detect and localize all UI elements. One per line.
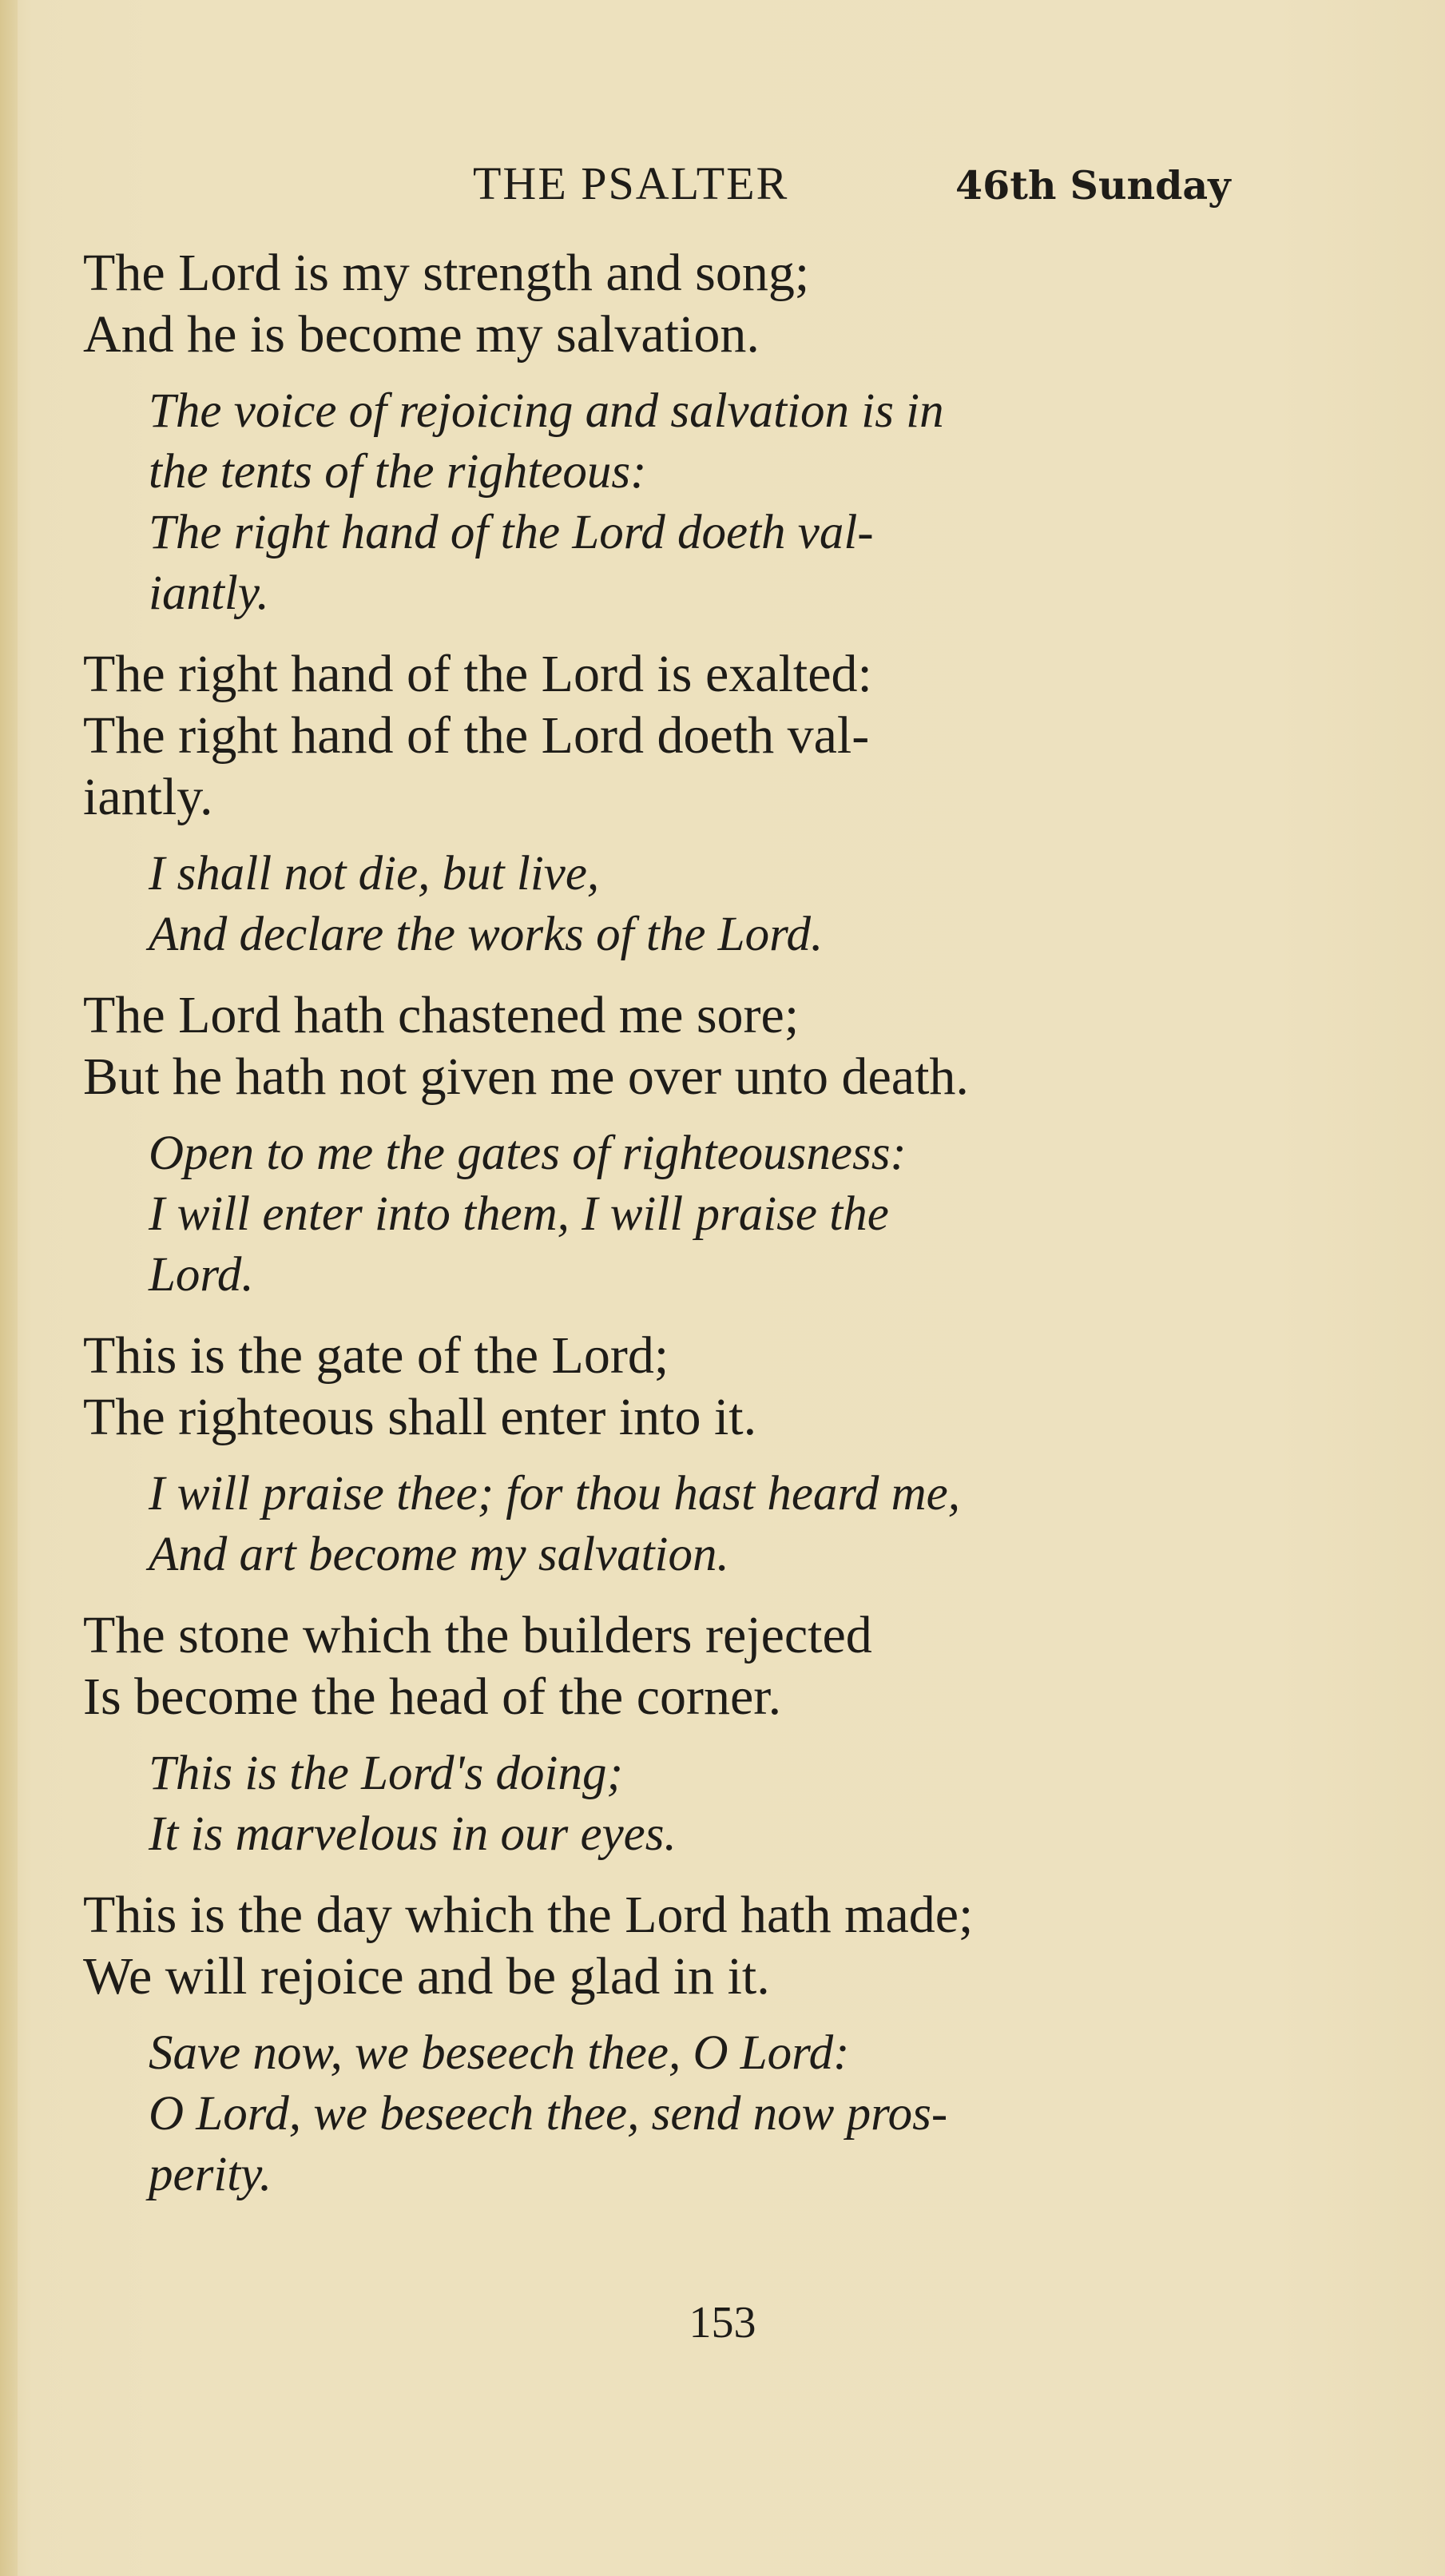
psalm-line: The stone which the builders rejected bbox=[83, 1606, 872, 1664]
psalm-line: This is the day which the Lord hath made; bbox=[83, 1886, 974, 1944]
psalm-line: I will praise thee; for thou hast heard me, bbox=[149, 1467, 961, 1521]
psalm-line: The Lord hath chastened me sore; bbox=[83, 986, 800, 1044]
verse-stanza bbox=[0, 984, 1445, 1107]
verse-stanza bbox=[0, 1604, 1445, 1727]
header-title: THE PSALTER bbox=[473, 157, 789, 209]
psalm-line: It is marvelous in our eyes. bbox=[149, 1807, 677, 1861]
psalm-line: But he hath not given me over unto death. bbox=[83, 1047, 969, 1106]
psalm-line: And art become my salvation. bbox=[149, 1528, 729, 1581]
verse-stanza bbox=[0, 1884, 1445, 2007]
psalm-line: perity. bbox=[149, 2148, 272, 2201]
header-sunday-label: 46th Sunday bbox=[955, 162, 1231, 209]
psalm-line: Lord. bbox=[149, 1248, 254, 1302]
psalm-line: I will enter into them, I will praise the bbox=[149, 1187, 889, 1241]
running-header bbox=[0, 152, 1445, 224]
page-number: 153 bbox=[689, 2298, 756, 2347]
psalm-line: Open to me the gates of righteousness: bbox=[149, 1127, 907, 1180]
psalm-line: The right hand of the Lord doeth val- bbox=[149, 506, 874, 559]
response-stanza bbox=[0, 2023, 1445, 2205]
verse-stanza bbox=[0, 242, 1445, 365]
psalm-line: Is become the head of the corner. bbox=[83, 1668, 782, 1726]
psalm-line: This is the Lord's doing; bbox=[149, 1747, 623, 1800]
psalm-line: And he is become my salvation. bbox=[83, 305, 760, 364]
response-stanza bbox=[0, 1123, 1445, 1306]
psalm-line: This is the gate of the Lord; bbox=[83, 1326, 669, 1385]
verse-stanza bbox=[0, 643, 1445, 828]
psalm-line: O Lord, we beseech thee, send now pros- bbox=[149, 2087, 948, 2141]
psalm-line: Save now, we beseech thee, O Lord: bbox=[149, 2026, 850, 2080]
psalm-line: The Lord is my strength and song; bbox=[83, 244, 810, 302]
psalm-line: The right hand of the Lord is exalted: bbox=[83, 645, 872, 703]
verse-stanza bbox=[0, 1325, 1445, 1448]
response-stanza bbox=[0, 844, 1445, 965]
psalm-text bbox=[0, 242, 1445, 2288]
response-stanza bbox=[0, 1743, 1445, 1865]
response-stanza bbox=[0, 381, 1445, 624]
psalm-line: iantly. bbox=[149, 566, 269, 620]
psalm-line: The voice of rejoicing and salvation is in bbox=[149, 384, 944, 438]
psalm-line: The right hand of the Lord doeth val- bbox=[83, 706, 870, 765]
psalm-line: The righteous shall enter into it. bbox=[83, 1388, 757, 1446]
psalm-line: the tents of the righteous: bbox=[149, 445, 647, 499]
psalm-line: And declare the works of the Lord. bbox=[149, 908, 824, 961]
psalm-line: iantly. bbox=[83, 768, 213, 826]
psalm-line: I shall not die, but live, bbox=[149, 847, 600, 900]
psalm-line: We will rejoice and be glad in it. bbox=[83, 1947, 770, 2006]
response-stanza bbox=[0, 1464, 1445, 1585]
